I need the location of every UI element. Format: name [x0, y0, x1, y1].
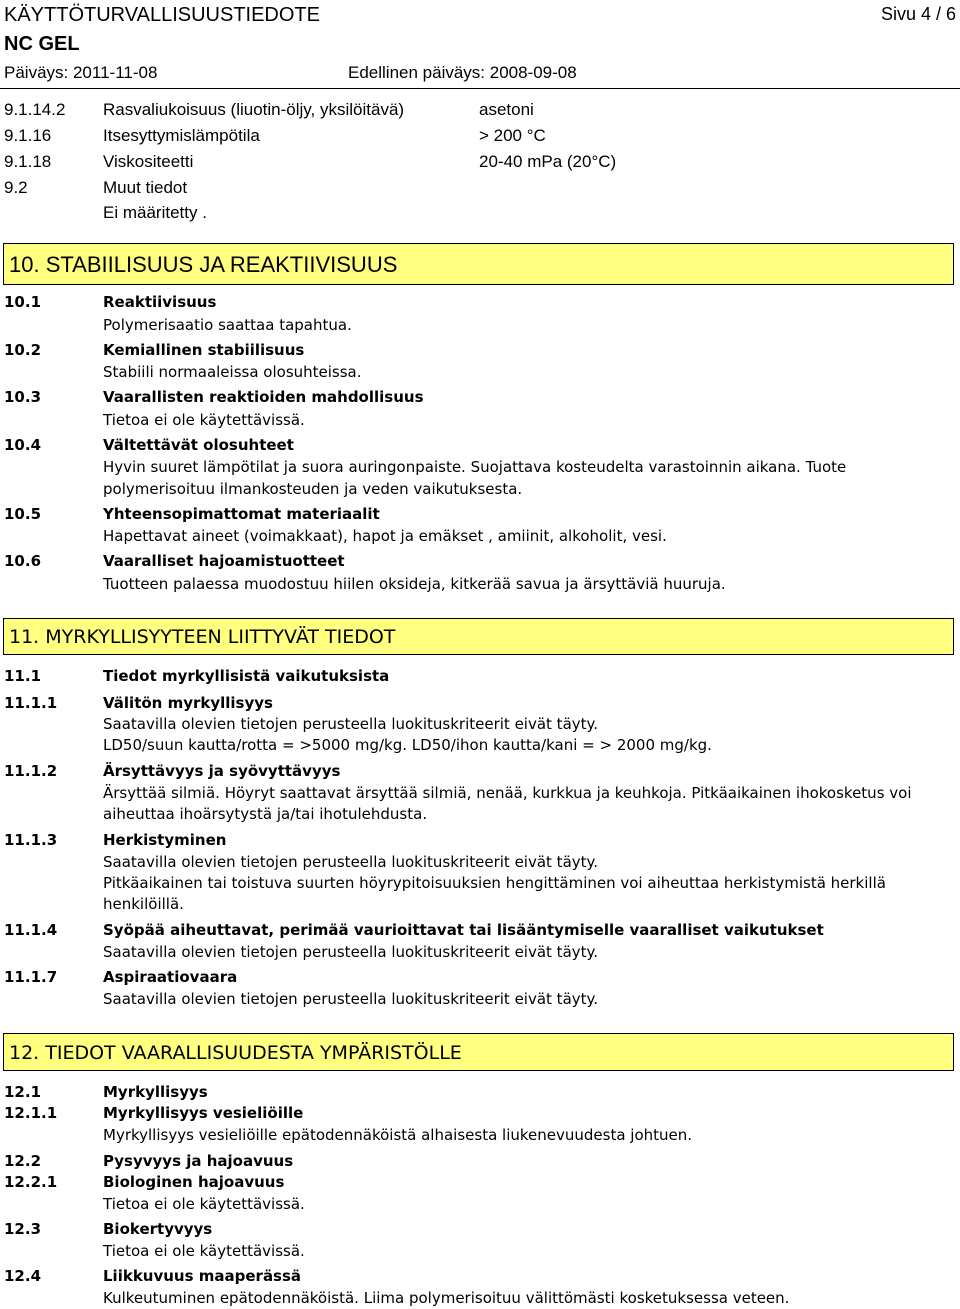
- item-text: Tietoa ei ole käytettävissä.: [103, 1195, 305, 1213]
- item-number: 12.2.1: [4, 1173, 58, 1191]
- product-name: NC GEL: [4, 33, 80, 55]
- subsection-10-2: [4, 341, 904, 361]
- item-text: Myrkyllisyys vesieliöille epätodennäköistä alhaisesta liukenevuudesta johtuen.: [103, 1126, 693, 1144]
- item-text: Hyvin suuret lämpötilat ja suora auringonpaiste. Suojattava kosteudelta varastoinnin aikana. Tuote: [103, 458, 847, 476]
- subsection-11-1-2: [4, 762, 904, 782]
- revision-date: Päiväys: 2011-11-08: [4, 63, 158, 82]
- item-number: 11.1.2: [4, 762, 58, 780]
- item-text: aiheuttaa ihoärsytystä ja/tai ihotulehdusta.: [103, 805, 428, 823]
- item-text: Saatavilla olevien tietojen perusteella luokituskriteerit eivät täyty.: [103, 853, 599, 871]
- item-number: 10.5: [4, 505, 42, 523]
- subsection-12-1: [4, 1083, 904, 1103]
- subsection-11-1-1: [4, 694, 904, 714]
- item-number: 9.1.16: [4, 126, 52, 145]
- item-text: Kulkeutuminen epätodennäköistä. Liima polymerisoituu välittömästi kosketuksessa veteen.: [103, 1289, 790, 1307]
- item-label: Myrkyllisyys vesieliöille: [103, 1104, 304, 1122]
- subsection-10-4: [4, 436, 904, 456]
- item-text: Tietoa ei ole käytettävissä.: [103, 411, 305, 429]
- item-label: Aspiraatiovaara: [103, 968, 238, 986]
- previous-date: Edellinen päiväys: 2008-09-08: [348, 63, 577, 82]
- property-row-other: [4, 178, 904, 200]
- item-label: Välitön myrkyllisyys: [103, 694, 273, 712]
- item-label: Viskositeetti: [103, 152, 194, 171]
- item-label: Liikkuvuus maaperässä: [103, 1267, 302, 1285]
- subsection-11-1-3: [4, 831, 904, 851]
- item-label: Tiedot myrkyllisistä vaikutuksista: [103, 667, 390, 685]
- item-label: Syöpää aiheuttavat, perimää vaurioittavat tai lisääntymiselle vaaralliset vaikutukset: [103, 921, 824, 939]
- item-number: 11.1.3: [4, 831, 58, 849]
- subsection-11-1: [4, 667, 904, 687]
- item-text: Ärsyttää silmiä. Höyryt saattavat ärsyttää silmiä, nenää, kurkkua ja keuhkoja. Pitkäaikainen ihokosketus voi: [103, 784, 912, 802]
- subsection-10-5: [4, 505, 904, 525]
- item-label: Herkistyminen: [103, 831, 227, 849]
- section-heading-11: 11. MYRKYLLISYYTEEN LIITTYVÄT TIEDOT: [3, 618, 954, 655]
- item-label: Myrkyllisyys: [103, 1083, 208, 1101]
- item-label: Reaktiivisuus: [103, 293, 217, 311]
- subsection-12-1-1: [4, 1104, 904, 1124]
- item-number: 12.4: [4, 1267, 42, 1285]
- item-value: 20-40 mPa (20°C): [479, 152, 617, 171]
- item-text: Pitkäaikainen tai toistuva suurten höyrypitoisuuksien hengittäminen voi aiheuttaa herkistymistä herkillä: [103, 874, 886, 892]
- subsection-10-3: [4, 388, 904, 408]
- item-text: LD50/suun kautta/rotta = >5000 mg/kg. LD50/ihon kautta/kani = > 2000 mg/kg.: [103, 736, 712, 754]
- property-row-viscosity: [4, 152, 904, 174]
- item-label: Yhteensopimattomat materiaalit: [103, 505, 380, 523]
- item-text: polymerisoituu ilmankosteuden ja veden vaikutuksesta.: [103, 480, 523, 498]
- item-label: Ärsyttävyys ja syövyttävyys: [103, 762, 341, 780]
- property-row-fat-solubility: [4, 100, 904, 122]
- item-number: 10.6: [4, 552, 42, 570]
- item-number: 10.1: [4, 293, 42, 311]
- item-text: Tuotteen palaessa muodostuu hiilen oksideja, kitkerää savua ja ärsyttäviä huuruja.: [103, 575, 726, 593]
- header-divider: [0, 88, 960, 89]
- item-label: Biokertyvyys: [103, 1220, 213, 1238]
- item-label: Vältettävät olosuhteet: [103, 436, 294, 454]
- subsection-10-1: [4, 293, 904, 313]
- subsection-12-2-1: [4, 1173, 904, 1193]
- item-number: 12.2: [4, 1152, 42, 1170]
- item-label: Vaarallisten reaktioiden mahdollisuus: [103, 388, 424, 406]
- item-label: Pysyvyys ja hajoavuus: [103, 1152, 294, 1170]
- item-number: 10.3: [4, 388, 42, 406]
- section-heading-12: 12. TIEDOT VAARALLISUUDESTA YMPÄRISTÖLLE: [3, 1033, 954, 1071]
- section-heading-10: 10. STABIILISUUS JA REAKTIIVISUUS: [3, 243, 954, 285]
- item-number: 9.1.18: [4, 152, 52, 171]
- item-number: 11.1.1: [4, 694, 58, 712]
- item-text: Saatavilla olevien tietojen perusteella luokituskriteerit eivät täyty.: [103, 943, 599, 961]
- item-number: 10.4: [4, 436, 42, 454]
- item-number: 12.1: [4, 1083, 42, 1101]
- item-text: Saatavilla olevien tietojen perusteella luokituskriteerit eivät täyty.: [103, 990, 599, 1008]
- item-number: 11.1.7: [4, 968, 58, 986]
- item-number: 11.1.4: [4, 921, 58, 939]
- item-number: 11.1: [4, 667, 42, 685]
- item-label: Kemiallinen stabiilisuus: [103, 341, 305, 359]
- item-text: Hapettavat aineet (voimakkaat), hapot ja emäkset , amiinit, alkoholit, vesi.: [103, 527, 667, 545]
- subsection-12-4: [4, 1267, 904, 1287]
- item-value: > 200 °C: [479, 126, 546, 145]
- document-title: KÄYTTÖTURVALLISUUSTIEDOTE: [4, 4, 320, 26]
- item-text: Tietoa ei ole käytettävissä.: [103, 1242, 305, 1260]
- subsection-12-3: [4, 1220, 904, 1240]
- item-number: 9.2: [4, 178, 28, 197]
- page-number: Sivu 4 / 6: [880, 4, 956, 24]
- item-value: asetoni: [479, 100, 534, 119]
- subsection-12-2: [4, 1152, 904, 1172]
- item-label: Vaaralliset hajoamistuotteet: [103, 552, 345, 570]
- item-text: henkilöillä.: [103, 895, 184, 913]
- item-number: 12.1.1: [4, 1104, 58, 1122]
- property-row-autoignition: [4, 126, 904, 148]
- subsection-10-6: [4, 552, 904, 572]
- item-label: Biologinen hajoavuus: [103, 1173, 285, 1191]
- subsection-11-1-7: [4, 968, 904, 988]
- item-label: Muut tiedot: [103, 178, 188, 197]
- item-number: 10.2: [4, 341, 42, 359]
- item-number: 12.3: [4, 1220, 42, 1238]
- item-text: Stabiili normaaleissa olosuhteissa.: [103, 363, 362, 381]
- item-text: Saatavilla olevien tietojen perusteella luokituskriteerit eivät täyty.: [103, 715, 599, 733]
- item-number: 9.1.14.2: [4, 100, 66, 119]
- item-text: Ei määritetty .: [103, 203, 207, 222]
- subsection-11-1-4: [4, 921, 904, 941]
- item-text: Polymerisaatio saattaa tapahtua.: [103, 316, 352, 334]
- page-header: [4, 0, 956, 90]
- item-label: Rasvaliukoisuus (liuotin-öljy, yksilöitävä): [103, 100, 405, 119]
- item-label: Itsesyttymislämpötila: [103, 126, 260, 145]
